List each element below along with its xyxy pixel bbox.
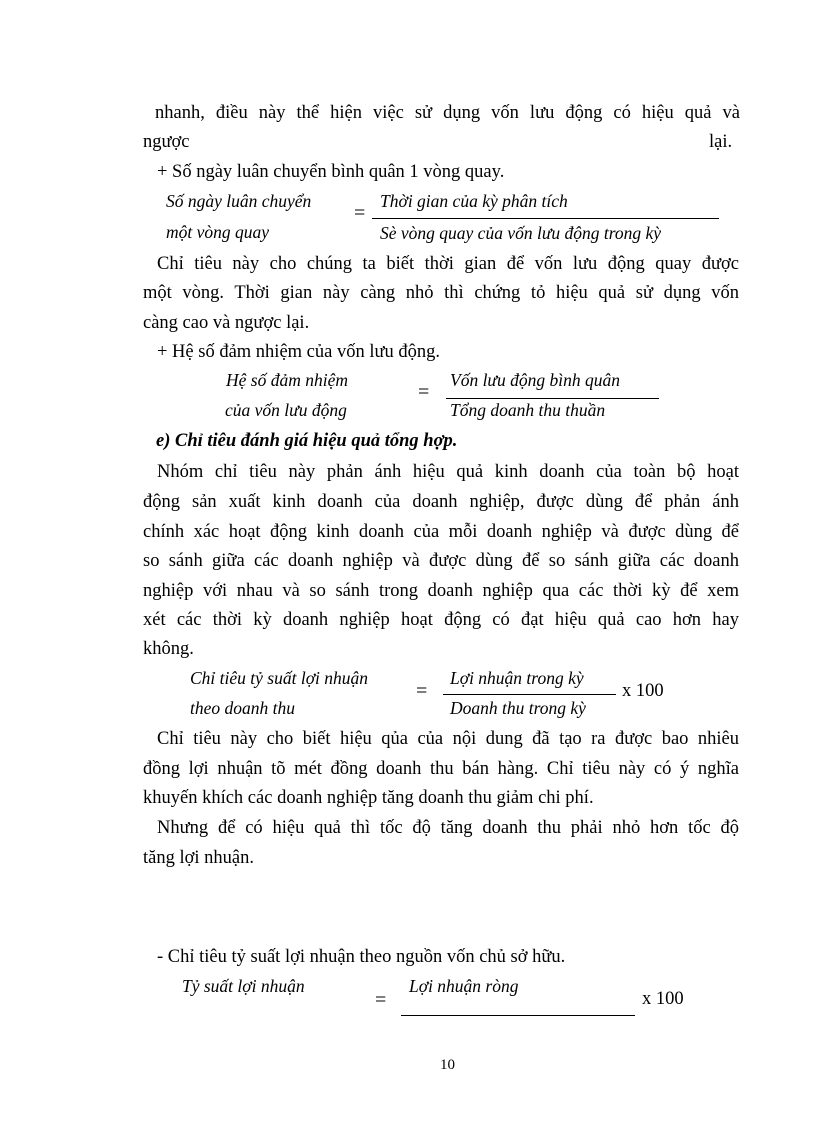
section-e-heading: e) Chỉ tiêu đánh giá hiệu quả tổng hợp. [156,431,458,451]
page-number: 10 [440,1057,455,1073]
para3-line4: so sánh giữa các doanh nghiệp và được dùng để so sánh giữa các doanh [143,551,739,571]
days-turnover-equals: = [354,202,366,224]
profit-equity-multiplier: x 100 [642,989,684,1009]
profit-equity-lhs-line1: Tỷ suất lợi nhuận [182,976,305,996]
profit-equity-numerator: Lợi nhuận ròng [409,976,519,996]
profit-revenue-denominator: Doanh thu trong kỳ [450,698,586,718]
profit-revenue-fraction-bar [443,694,616,695]
profit-revenue-lhs-line2: theo doanh thu [190,698,295,718]
para1-line2-right: lại. [709,132,733,152]
para3-line5: nghiệp với nhau và so sánh trong doanh nghiệp qua các thời kỳ để xem [143,581,739,601]
days-turnover-heading: + Số ngày luân chuyển bình quân 1 vòng quay. [157,162,505,182]
load-coefficient-fraction-bar [446,398,659,399]
profit-equity-heading: - Chỉ tiêu tỷ suất lợi nhuận theo nguồn vốn chủ sở hữu. [157,947,566,967]
days-turnover-fraction-bar [372,218,719,219]
load-coefficient-lhs-line1: Hệ số đảm nhiệm [226,370,348,390]
para1-line2-left: ngược [143,132,190,152]
load-coefficient-heading: + Hệ số đảm nhiệm của vốn lưu động. [157,342,441,362]
profit-equity-equals: = [375,989,387,1011]
para3-line1: Nhóm chỉ tiêu này phản ánh hiệu quả kinh doanh của toàn bộ hoạt [157,462,739,482]
para3-line2: động sản xuất kinh doanh của doanh nghiệp, được dùng để phản ánh [143,492,739,512]
para2-line1: Chỉ tiêu này cho chúng ta biết thời gian để vốn lưu động quay được [157,254,739,274]
days-turnover-lhs-line1: Số ngày luân chuyển [166,191,312,211]
profit-revenue-numerator: Lợi nhuận trong kỳ [450,668,584,688]
para1-line1: nhanh, điều này thể hiện việc sử dụng vốn lưu động có hiệu quả và [155,103,740,123]
load-coefficient-lhs-line2: của vốn lưu động [225,400,347,420]
para4-line1: Chỉ tiêu này cho biết hiệu qủa của nội dung đã tạo ra được bao nhiêu [157,729,739,749]
para4-line3: khuyến khích các doanh nghiệp tăng doanh thu giảm chi phí. [143,788,594,808]
profit-revenue-multiplier: x 100 [622,681,664,701]
load-coefficient-denominator: Tổng doanh thu thuần [450,400,606,420]
para3-line7: không. [143,639,194,659]
para3-line6: xét các thời kỳ doanh nghiệp hoạt động có đạt hiệu quả cao hơn hay [143,610,739,630]
para4-line2: đồng lợi nhuận tõ mét đồng doanh thu bán hàng. Chỉ tiêu này có ý nghĩa [143,759,739,779]
load-coefficient-equals: = [418,381,430,403]
days-turnover-denominator: Sè vòng quay của vốn lưu động trong kỳ [380,223,662,243]
para2-line2: một vòng. Thời gian này càng nhỏ thì chứng tỏ hiệu quả sử dụng vốn [143,283,739,303]
para3-line3: chính xác hoạt động kinh doanh của mỗi doanh nghiệp và được dùng để [143,522,739,542]
para5-line2: tăng lợi nhuận. [143,848,254,868]
profit-revenue-equals: = [416,680,428,702]
para2-line3: càng cao và ngược lại. [143,313,310,333]
profit-revenue-lhs-line1: Chỉ tiêu tỷ suất lợi nhuận [190,668,369,688]
profit-equity-fraction-bar [401,1015,635,1016]
load-coefficient-numerator: Vốn lưu động bình quân [450,370,620,390]
para5-line1: Nhưng để có hiệu quả thì tốc độ tăng doanh thu phải nhỏ hơn tốc độ [157,818,739,838]
days-turnover-numerator: Thời gian của kỳ phân tích [380,191,568,211]
days-turnover-lhs-line2: một vòng quay [166,222,270,242]
